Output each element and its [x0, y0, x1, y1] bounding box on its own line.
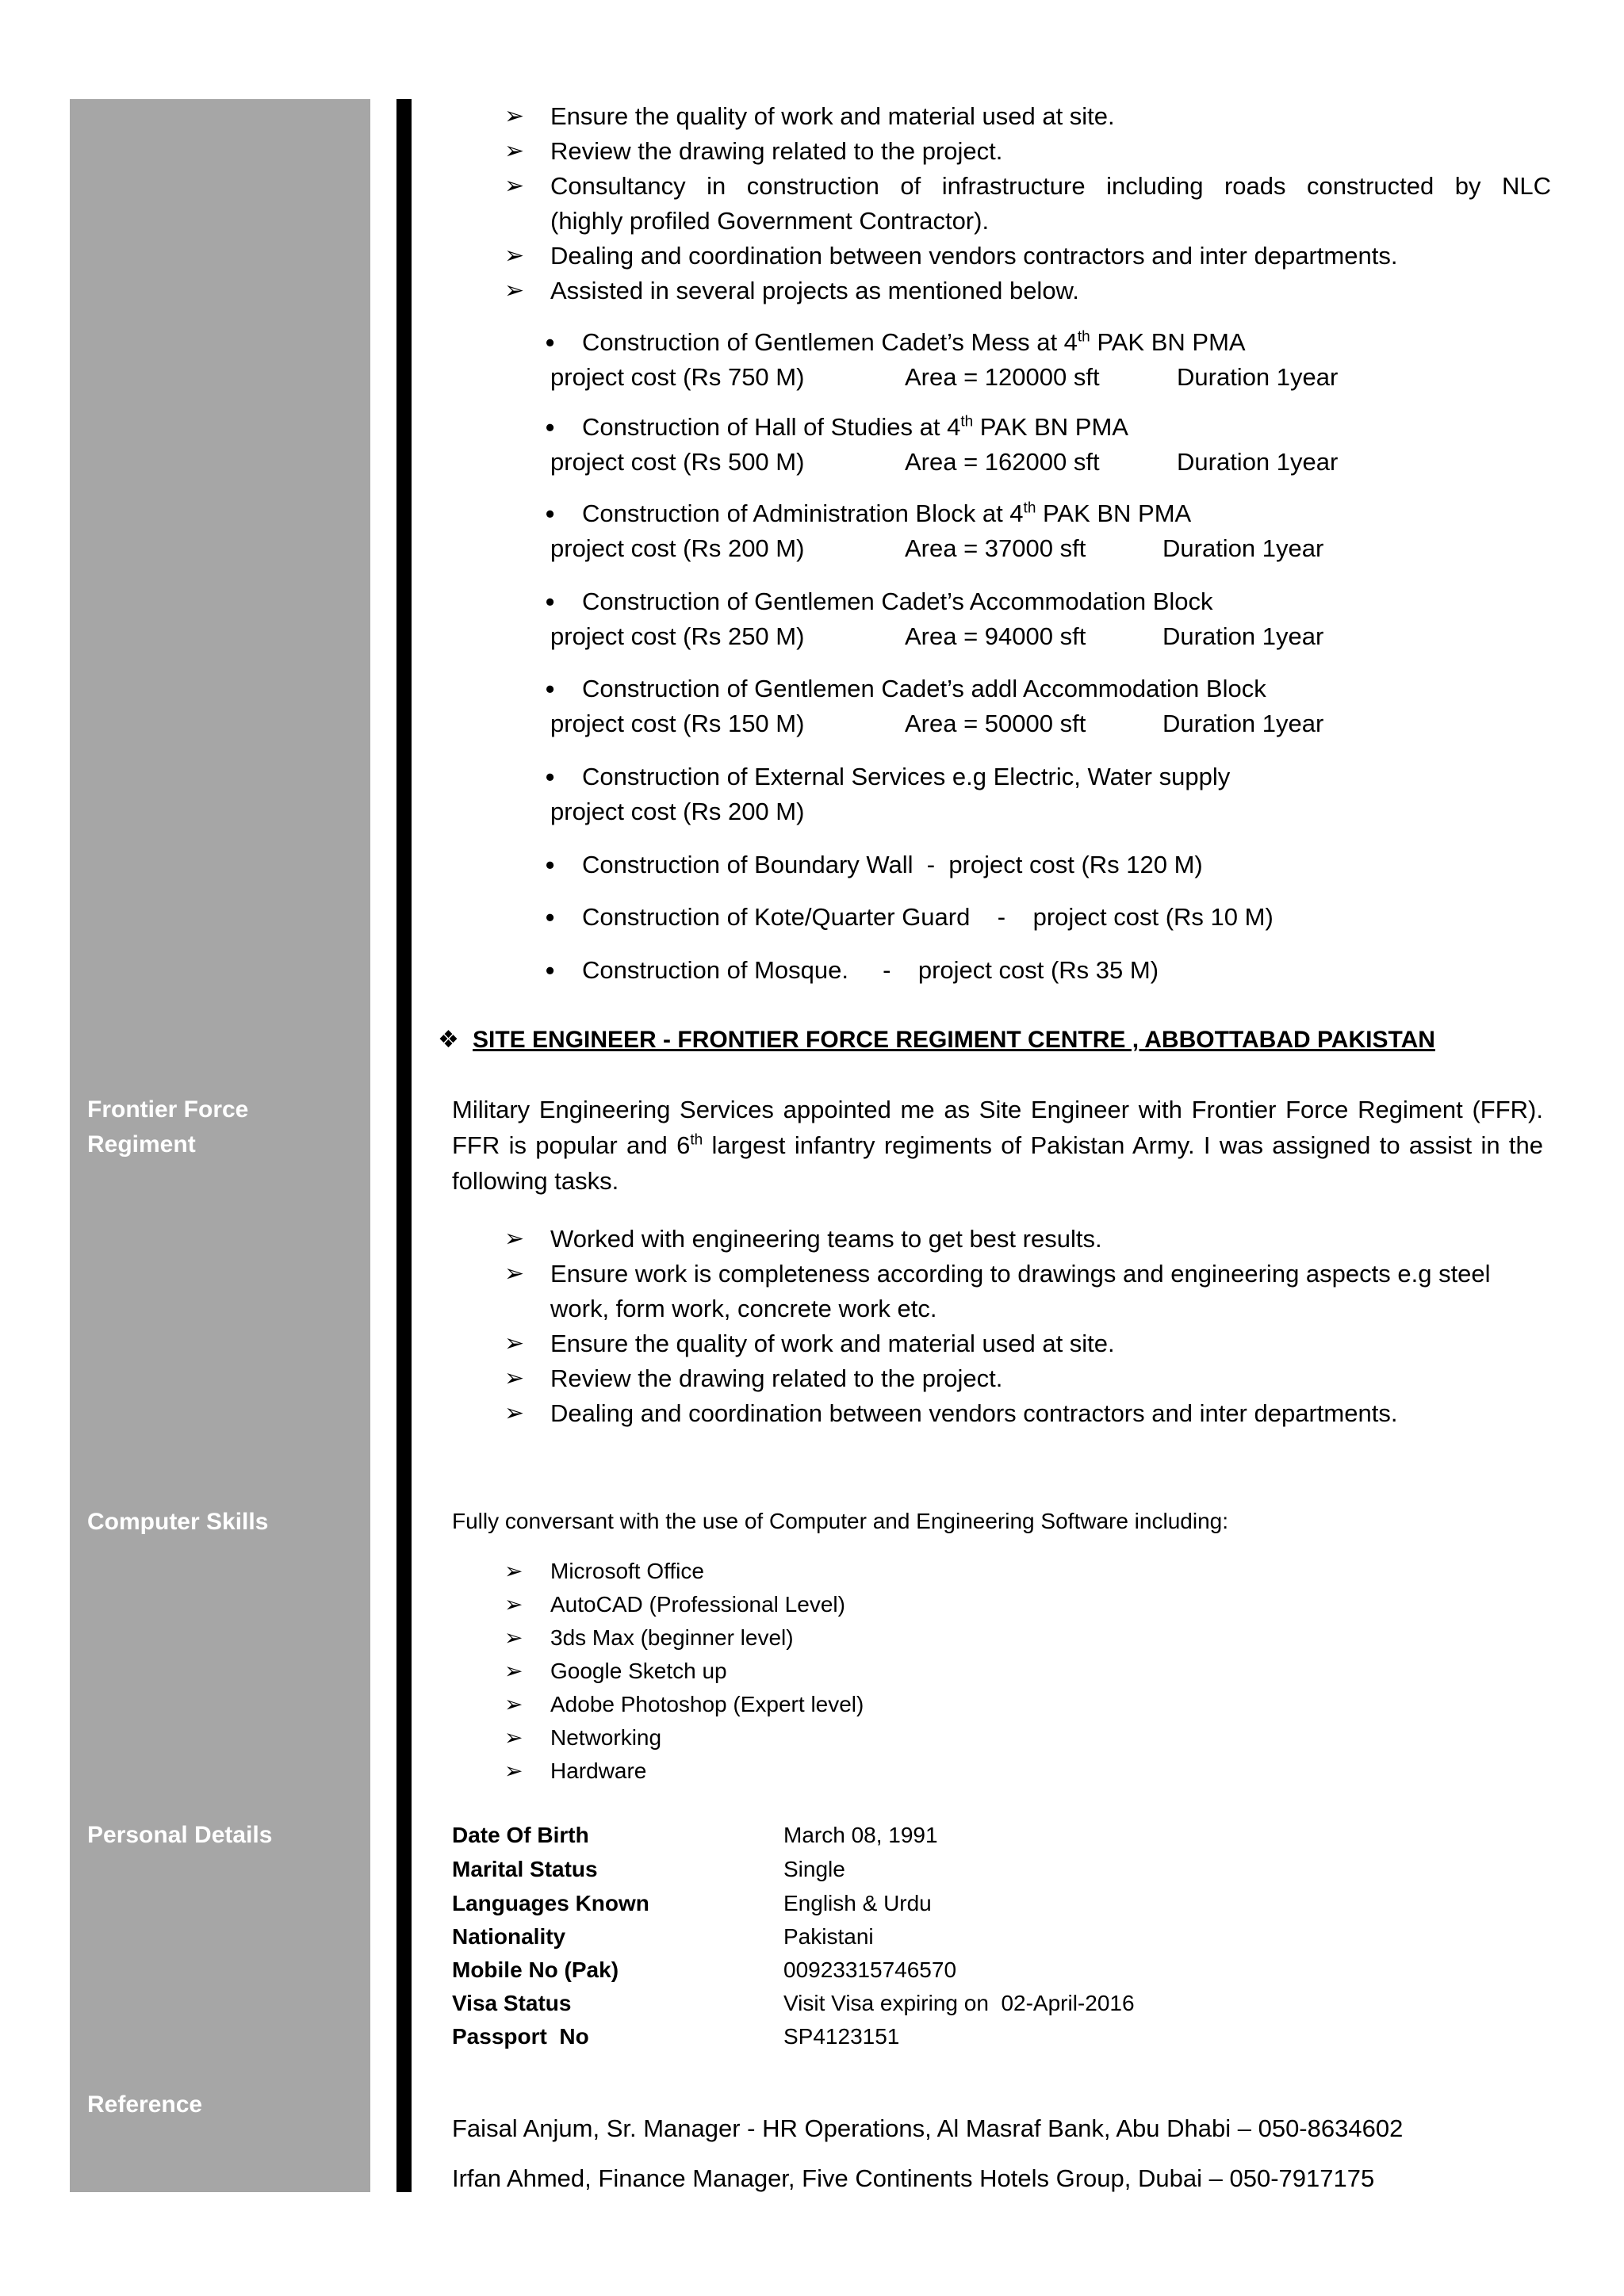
personal-value: Pakistani	[783, 1924, 874, 1949]
project-single: Construction of Mosque. - project cost (Rs 35 M)	[582, 956, 1159, 984]
skill-item: Microsoft Office	[550, 1559, 704, 1583]
personal-label: Languages Known	[452, 1891, 649, 1915]
project-title: Construction of Gentlemen Cadet’s addl Accommodation Block	[582, 675, 1266, 702]
project-duration: Duration 1year	[1162, 534, 1324, 562]
arrow-bullet-icon: ➢	[504, 277, 525, 304]
personal-label: Passport No	[452, 2024, 589, 2049]
project-cost: project cost (Rs 150 M)	[550, 710, 805, 737]
arrow-bullet-icon: ➢	[504, 1400, 525, 1426]
duty-item: Assisted in several projects as mentioned below.	[550, 277, 1079, 304]
duty-item: Consultancy in construction of infrastructure including roads constructed by NLC	[550, 172, 1551, 200]
project-area: Area = 50000 sft	[905, 710, 1086, 737]
duty-item: Dealing and coordination between vendors contractors and inter departments.	[550, 242, 1398, 270]
arrow-bullet-icon: ➢	[504, 1758, 523, 1783]
vertical-rule	[396, 99, 412, 2192]
arrow-bullet-icon: ➢	[504, 1659, 523, 1683]
project-single: Construction of Boundary Wall - project cost (Rs 120 M)	[582, 851, 1203, 878]
project-duration: Duration 1year	[1177, 448, 1339, 476]
arrow-bullet-icon: ➢	[504, 1725, 523, 1750]
duty-item: Review the drawing related to the project.	[550, 1364, 1003, 1392]
personal-value: SP4123151	[783, 2024, 900, 2049]
arrow-bullet-icon: ➢	[504, 1226, 525, 1252]
arrow-bullet-icon: ➢	[504, 1559, 523, 1583]
arrow-bullet-icon: ➢	[504, 243, 525, 269]
star-bullet-icon: ❖	[438, 1027, 459, 1053]
duty-item: Dealing and coordination between vendors contractors and inter departments.	[550, 1399, 1398, 1427]
project-area: Area = 162000 sft	[905, 448, 1100, 476]
reference-item: Faisal Anjum, Sr. Manager - HR Operations, Al Masraf Bank, Abu Dhabi – 050-8634602	[452, 2114, 1404, 2142]
duty-item-continuation: (highly profiled Government Contractor).	[550, 207, 990, 235]
duty-item-continuation: work, form work, concrete work etc.	[550, 1295, 937, 1322]
duty-item: Ensure work is completeness according to drawings and engineering aspects e.g steel	[550, 1260, 1491, 1288]
bullet-icon: •	[546, 587, 555, 616]
arrow-bullet-icon: ➢	[504, 1625, 523, 1650]
project-title: Construction of Gentlemen Cadet’s Mess at 4th PAK BN PMA	[582, 328, 1246, 356]
personal-label: Visa Status	[452, 1991, 572, 2015]
personal-value: English & Urdu	[783, 1891, 932, 1915]
arrow-bullet-icon: ➢	[504, 1330, 525, 1357]
arrow-bullet-icon: ➢	[504, 1592, 523, 1617]
bullet-icon: •	[546, 413, 555, 442]
personal-label: Date Of Birth	[452, 1823, 589, 1847]
ffr-paragraph: Military Engineering Services appointed me as Site Engineer with Frontier Force Regiment (FFR). FFR is popular and 6th largest infantry regiments of Pakistan Army. I was assigned to assist in the following tasks.	[452, 1096, 1543, 1195]
sidebar-label-reference: Reference	[87, 2091, 203, 2118]
project-title: Construction of Administration Block at 4th PAK BN PMA	[582, 499, 1192, 527]
personal-label: Mobile No (Pak)	[452, 1957, 619, 1982]
skill-item: Google Sketch up	[550, 1659, 727, 1683]
project-area: Area = 37000 sft	[905, 534, 1086, 562]
personal-value: Single	[783, 1857, 845, 1881]
project-title: Construction of Gentlemen Cadet’s Accommodation Block	[582, 587, 1213, 615]
project-area: Area = 94000 sft	[905, 622, 1086, 650]
personal-value: Visit Visa expiring on 02-April-2016	[783, 1991, 1135, 2015]
arrow-bullet-icon: ➢	[504, 1365, 525, 1391]
skill-item: Networking	[550, 1725, 662, 1750]
reference-item: Irfan Ahmed, Finance Manager, Five Continents Hotels Group, Dubai – 050-7917175	[452, 2164, 1375, 2192]
bullet-icon: •	[546, 499, 555, 528]
personal-value: 00923315746570	[783, 1957, 957, 1982]
duty-item: Worked with engineering teams to get best results.	[550, 1225, 1102, 1253]
project-cost: project cost (Rs 250 M)	[550, 622, 805, 650]
bullet-icon: •	[546, 903, 555, 932]
skill-item: AutoCAD (Professional Level)	[550, 1592, 845, 1617]
personal-label: Marital Status	[452, 1857, 598, 1881]
project-area: Area = 120000 sft	[905, 363, 1100, 391]
project-cost: project cost (Rs 200 M)	[550, 534, 805, 562]
skill-item: Adobe Photoshop (Expert level)	[550, 1692, 864, 1716]
project-single: Construction of Kote/Quarter Guard - project cost (Rs 10 M)	[582, 903, 1274, 931]
ffr-heading: SITE ENGINEER - FRONTIER FORCE REGIMENT CENTRE , ABBOTTABAD PAKISTAN	[473, 1027, 1435, 1053]
computer-intro: Fully conversant with the use of Computer and Engineering Software including:	[452, 1509, 1228, 1533]
project-cost: project cost (Rs 200 M)	[550, 798, 805, 825]
bullet-icon: •	[546, 763, 555, 791]
project-duration: Duration 1year	[1177, 363, 1339, 391]
project-cost: project cost (Rs 500 M)	[550, 448, 805, 476]
arrow-bullet-icon: ➢	[504, 173, 525, 199]
arrow-bullet-icon: ➢	[504, 1692, 523, 1716]
bullet-icon: •	[546, 851, 555, 879]
skill-item: Hardware	[550, 1758, 647, 1783]
duty-item: Ensure the quality of work and material used at site.	[550, 1330, 1115, 1357]
personal-value: March 08, 1991	[783, 1823, 938, 1847]
sidebar-label-frontier-force: Frontier Force Regiment	[87, 1096, 249, 1158]
bullet-icon: •	[546, 956, 555, 985]
duty-item: Ensure the quality of work and material used at site.	[550, 102, 1115, 130]
bullet-icon: •	[546, 328, 555, 357]
skill-item: 3ds Max (beginner level)	[550, 1625, 794, 1650]
arrow-bullet-icon: ➢	[504, 1261, 525, 1287]
project-title: Construction of Hall of Studies at 4th PAK BN PMA	[582, 413, 1128, 441]
duty-item: Review the drawing related to the project.	[550, 137, 1003, 165]
personal-label: Nationality	[452, 1924, 566, 1949]
sidebar-label-computer-skills: Computer Skills	[87, 1509, 269, 1535]
bullet-icon: •	[546, 675, 555, 703]
sidebar-label-personal-details: Personal Details	[87, 1822, 273, 1848]
project-cost: project cost (Rs 750 M)	[550, 363, 805, 391]
arrow-bullet-icon: ➢	[504, 138, 525, 164]
project-title: Construction of External Services e.g Electric, Water supply	[582, 763, 1231, 790]
project-duration: Duration 1year	[1162, 710, 1324, 737]
project-duration: Duration 1year	[1162, 622, 1324, 650]
arrow-bullet-icon: ➢	[504, 103, 525, 129]
